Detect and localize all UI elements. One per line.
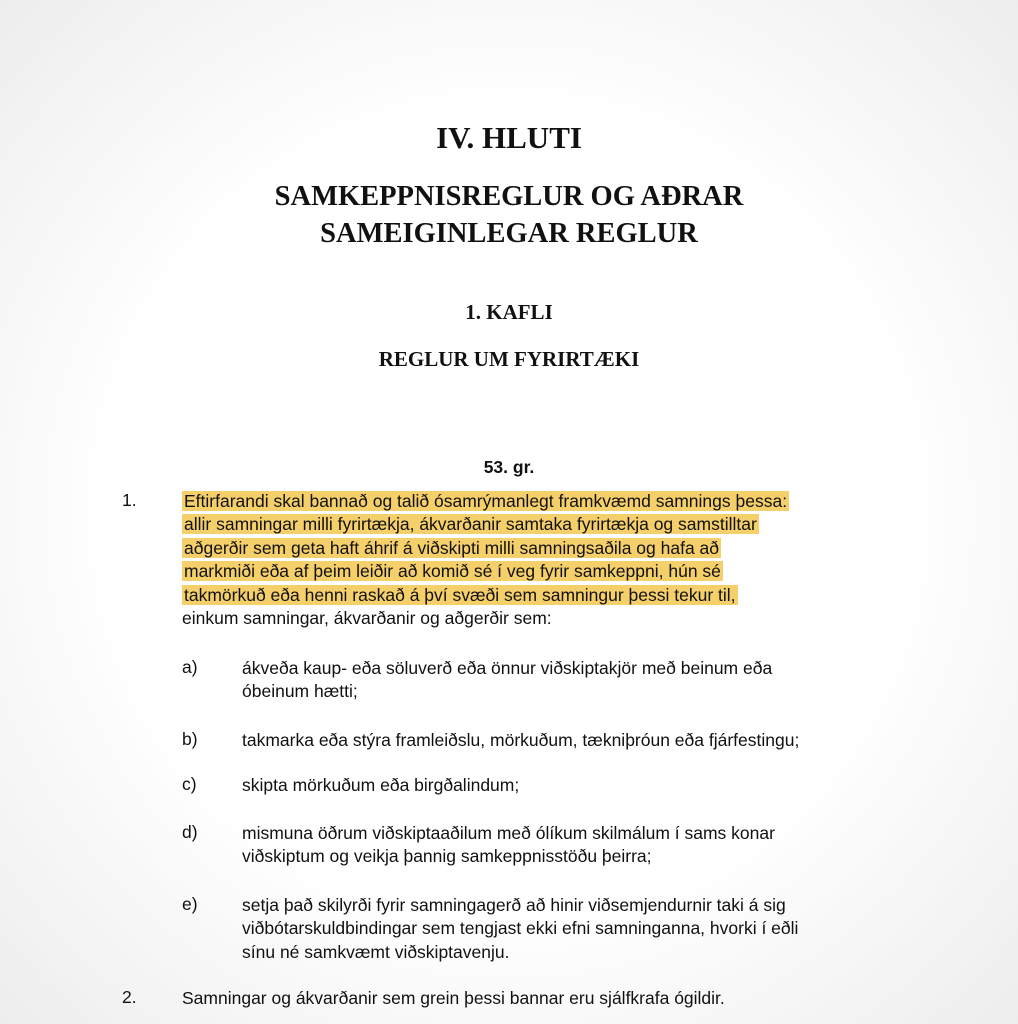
highlighted-text: markmiði eða af þeim leiðir að komið sé í veg fyrir samkeppni, hún sé [184,561,721,582]
paragraph-number-1: 1. [122,490,137,510]
list-item-c [242,774,922,797]
article-number: 53. gr. [483,457,535,477]
paragraph-2: Samningar og ákvarðanir sem grein þessi bannar eru sjálfkrafa ógildir. [182,988,725,1008]
list-item-line: skipta mörkuðum eða birgðalindum; [242,775,520,795]
part-title-line-2: SAMEIGINLEGAR REGLUR [320,218,698,249]
list-item-e [242,894,922,964]
part-title [0,178,1018,252]
list-item-line: sínu né samkvæmt viðskiptavenju. [242,941,510,962]
list-item-line: viðskiptum og veikja þannig samkeppnisstöðu þeirra; [242,846,652,867]
paragraph-1-tail: einkum samningar, ákvarðanir og aðgerðir sem: [182,608,552,629]
paragraph-1-line [182,537,922,560]
paragraph-1 [182,490,922,630]
paragraph-1-line [182,513,922,536]
paragraph-1-line [182,584,922,607]
item-letter-a: a) [182,657,198,677]
list-item-d [242,822,922,869]
list-item-line: ákveða kaup- eða söluverð eða önnur viðskiptakjör með beinum eða [242,658,773,678]
item-letter-d: d) [182,822,198,842]
paragraph-1-line [182,560,922,583]
highlighted-text: allir samningar milli fyrirtækja, ákvarðanir samtaka fyrirtækja og samstilltar [184,514,757,535]
part-title-line-1: SAMKEPPNISREGLUR OG AÐRAR [274,181,744,212]
paragraph-1-line [182,490,922,513]
part-heading: IV. HLUTI [436,120,582,155]
item-letter-e: e) [182,894,198,914]
item-letter-c: c) [182,774,197,794]
list-item-line: takmarka eða stýra framleiðslu, mörkuðum, tækniþróun eða fjárfestingu; [242,730,800,750]
item-letter-b: b) [182,729,198,749]
highlighted-text: Eftirfarandi skal bannað og talið ósamrýmanlegt framkvæmd samnings þessa: [184,491,788,511]
highlighted-text: takmörkuð eða henni raskað á því svæði sem samningur þessi tekur til, [184,584,736,605]
chapter-heading: 1. KAFLI [465,300,553,324]
highlighted-text: aðgerðir sem geta haft áhrif á viðskipti milli samningsaðila og hafa að [184,537,720,558]
list-item-a [242,657,922,704]
list-item-line: mismuna öðrum viðskiptaaðilum með ólíkum skilmálum í sams konar [242,823,775,843]
chapter-title: REGLUR UM FYRIRTÆKI [378,347,640,371]
paragraph-number-2: 2. [122,987,137,1007]
list-item-b [242,729,922,752]
list-item-line: setja það skilyrði fyrir samningagerð að hinir viðsemjendurnir taki á sig [242,895,786,915]
list-item-line: óbeinum hætti; [242,681,358,702]
list-item-line: viðbótarskuldbindingar sem tengjast ekki efni samninganna, hvorki í eðli [242,918,799,939]
